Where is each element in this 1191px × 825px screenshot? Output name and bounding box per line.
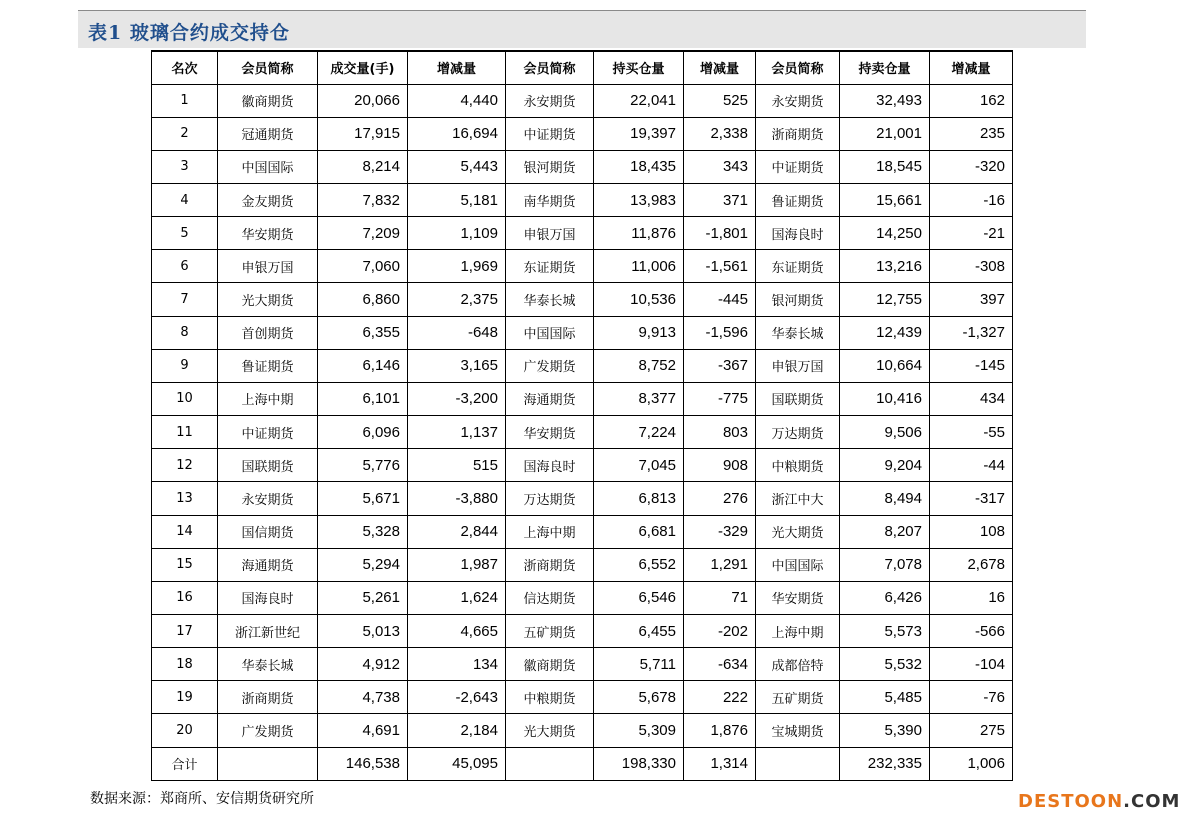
table-cell: 5,671	[318, 482, 408, 515]
watermark-main: DESTOON	[1018, 791, 1124, 812]
table-row	[152, 349, 1013, 382]
table-cell: -44	[930, 449, 1013, 482]
table-cell: 光大期货	[218, 283, 318, 316]
table-cell: 光大期货	[756, 515, 840, 548]
table-cell: 5,485	[840, 681, 930, 714]
table-cell: 国海良时	[506, 449, 594, 482]
table-cell: 20	[152, 714, 218, 747]
total-cell: 1,006	[930, 747, 1013, 780]
table-cell: 5,309	[594, 714, 684, 747]
table-cell: 13,216	[840, 250, 930, 283]
table-cell: 浙商期货	[218, 681, 318, 714]
table-cell: 10	[152, 382, 218, 415]
table-cell: 343	[684, 150, 756, 183]
table-cell: 12	[152, 449, 218, 482]
table-cell: 浙江新世纪	[218, 615, 318, 648]
table-cell: 7,209	[318, 217, 408, 250]
table-cell: 2,375	[408, 283, 506, 316]
table-cell: 5,328	[318, 515, 408, 548]
table-cell: -202	[684, 615, 756, 648]
table-row	[152, 183, 1013, 216]
table-row	[152, 150, 1013, 183]
data-source-note: 数据来源：郑商所、安信期货研究所	[90, 791, 314, 807]
table-row	[152, 217, 1013, 250]
table-cell: 18	[152, 648, 218, 681]
table-row	[152, 648, 1013, 681]
table-cell: 2,844	[408, 515, 506, 548]
table-cell: 6,860	[318, 283, 408, 316]
table-cell: 8	[152, 316, 218, 349]
table-cell: 19,397	[594, 117, 684, 150]
table-cell: 东证期货	[506, 250, 594, 283]
table-cell: 鲁证期货	[756, 183, 840, 216]
table-cell: 16,694	[408, 117, 506, 150]
table-cell: 永安期货	[218, 482, 318, 515]
table-cell: 6,101	[318, 382, 408, 415]
column-header: 会员简称	[218, 51, 318, 84]
table-cell: 中国国际	[218, 150, 318, 183]
watermark-tld: COM	[1131, 791, 1181, 812]
table-cell: -308	[930, 250, 1013, 283]
table-cell: -367	[684, 349, 756, 382]
table-cell: -3,200	[408, 382, 506, 415]
total-cell: 232,335	[840, 747, 930, 780]
table-cell: 8,377	[594, 382, 684, 415]
column-header: 会员简称	[756, 51, 840, 84]
table-cell: 4,665	[408, 615, 506, 648]
table-cell: 11,006	[594, 250, 684, 283]
total-cell	[218, 747, 318, 780]
table-cell: 21,001	[840, 117, 930, 150]
table-cell: -317	[930, 482, 1013, 515]
table-cell: -1,801	[684, 217, 756, 250]
total-cell	[506, 747, 594, 780]
table-cell: 冠通期货	[218, 117, 318, 150]
table-cell: 6,426	[840, 581, 930, 614]
column-header: 增减量	[408, 51, 506, 84]
table-cell: 6,146	[318, 349, 408, 382]
table-cell: 5,776	[318, 449, 408, 482]
table-cell: 16	[152, 581, 218, 614]
table-cell: 徽商期货	[506, 648, 594, 681]
table-cell: 永安期货	[756, 84, 840, 117]
table-cell: 6,546	[594, 581, 684, 614]
table-cell: 1,624	[408, 581, 506, 614]
table-cell: 东证期货	[756, 250, 840, 283]
column-header: 会员简称	[506, 51, 594, 84]
table-cell: -145	[930, 349, 1013, 382]
table-cell: 5,443	[408, 150, 506, 183]
table-cell: 71	[684, 581, 756, 614]
table-cell: 上海中期	[218, 382, 318, 415]
table-body	[152, 84, 1013, 781]
table-cell: -566	[930, 615, 1013, 648]
table-cell: 4,440	[408, 84, 506, 117]
table-cell: 397	[930, 283, 1013, 316]
table-cell: 17,915	[318, 117, 408, 150]
table-cell: 银河期货	[506, 150, 594, 183]
table-cell: 7,078	[840, 548, 930, 581]
total-cell: 146,538	[318, 747, 408, 780]
table-cell: 19	[152, 681, 218, 714]
table-cell: 鲁证期货	[218, 349, 318, 382]
table-cell: -320	[930, 150, 1013, 183]
table-row	[152, 714, 1013, 747]
table-cell: 4,738	[318, 681, 408, 714]
table-cell: 中证期货	[756, 150, 840, 183]
table-cell: 134	[408, 648, 506, 681]
total-cell: 1,314	[684, 747, 756, 780]
table-cell: 10,416	[840, 382, 930, 415]
table-cell: 434	[930, 382, 1013, 415]
table-cell: 9	[152, 349, 218, 382]
total-row	[152, 747, 1013, 780]
table-cell: 3,165	[408, 349, 506, 382]
table-cell: 7,060	[318, 250, 408, 283]
table-cell: -775	[684, 382, 756, 415]
table-cell: 信达期货	[506, 581, 594, 614]
column-header: 名次	[152, 51, 218, 84]
table-cell: 1,876	[684, 714, 756, 747]
table-cell: -648	[408, 316, 506, 349]
table-cell: 6,681	[594, 515, 684, 548]
table-cell: 32,493	[840, 84, 930, 117]
table-cell: 中粮期货	[756, 449, 840, 482]
table-row	[152, 416, 1013, 449]
table-cell: 162	[930, 84, 1013, 117]
total-cell: 198,330	[594, 747, 684, 780]
table-cell: 16	[930, 581, 1013, 614]
table-cell: 1	[152, 84, 218, 117]
table-cell: 12,755	[840, 283, 930, 316]
table-cell: 908	[684, 449, 756, 482]
table-cell: 五矿期货	[506, 615, 594, 648]
table-cell: 6,096	[318, 416, 408, 449]
table-cell: 1,969	[408, 250, 506, 283]
table-cell: 中国国际	[506, 316, 594, 349]
table-cell: 5,573	[840, 615, 930, 648]
table-cell: 海通期货	[218, 548, 318, 581]
table-cell: 2,184	[408, 714, 506, 747]
table-cell: 2,678	[930, 548, 1013, 581]
table-cell: -1,561	[684, 250, 756, 283]
table-cell: 宝城期货	[756, 714, 840, 747]
table-cell: 4	[152, 183, 218, 216]
column-header: 成交量(手)	[318, 51, 408, 84]
table-row	[152, 482, 1013, 515]
table-cell: 国海良时	[218, 581, 318, 614]
table-cell: 5,390	[840, 714, 930, 747]
table-cell: 海通期货	[506, 382, 594, 415]
table-cell: -21	[930, 217, 1013, 250]
table-cell: 275	[930, 714, 1013, 747]
table-cell: 华安期货	[218, 217, 318, 250]
table-cell: 1,291	[684, 548, 756, 581]
table-cell: 中国国际	[756, 548, 840, 581]
table-cell: 6,355	[318, 316, 408, 349]
table-row	[152, 117, 1013, 150]
table-cell: 7,045	[594, 449, 684, 482]
table-cell: -55	[930, 416, 1013, 449]
table-cell: 浙商期货	[506, 548, 594, 581]
table-row	[152, 382, 1013, 415]
table-cell: 1,109	[408, 217, 506, 250]
table-cell: 2	[152, 117, 218, 150]
table-cell: 17	[152, 615, 218, 648]
table-cell: 7,224	[594, 416, 684, 449]
table-cell: 申银万国	[506, 217, 594, 250]
table-cell: 国信期货	[218, 515, 318, 548]
table-cell: 2,338	[684, 117, 756, 150]
table-cell: 1,987	[408, 548, 506, 581]
table-cell: 235	[930, 117, 1013, 150]
table-cell: 803	[684, 416, 756, 449]
table-row	[152, 449, 1013, 482]
table-cell: 276	[684, 482, 756, 515]
table-row	[152, 515, 1013, 548]
table-cell: -2,643	[408, 681, 506, 714]
table-cell: 成都倍特	[756, 648, 840, 681]
table-cell: 22,041	[594, 84, 684, 117]
table-row	[152, 316, 1013, 349]
table-cell: 525	[684, 84, 756, 117]
table-cell: 银河期货	[756, 283, 840, 316]
table-cell: 3	[152, 150, 218, 183]
table-cell: 8,214	[318, 150, 408, 183]
table-cell: 11,876	[594, 217, 684, 250]
table-cell: 5,294	[318, 548, 408, 581]
table-cell: -76	[930, 681, 1013, 714]
table-cell: 光大期货	[506, 714, 594, 747]
table-cell: 12,439	[840, 316, 930, 349]
table-cell: 5,013	[318, 615, 408, 648]
table-title-bar	[78, 10, 1086, 48]
table-cell: 华安期货	[756, 581, 840, 614]
glass-contract-table	[151, 50, 1013, 781]
table-cell: 五矿期货	[756, 681, 840, 714]
table-cell: 9,913	[594, 316, 684, 349]
table-cell: 20,066	[318, 84, 408, 117]
table-cell: 华泰长城	[218, 648, 318, 681]
table-cell: 广发期货	[506, 349, 594, 382]
table-cell: 10,536	[594, 283, 684, 316]
table-cell: 222	[684, 681, 756, 714]
table-cell: 8,207	[840, 515, 930, 548]
table-cell: 5,678	[594, 681, 684, 714]
header-row	[152, 51, 1013, 84]
table-cell: 中证期货	[506, 117, 594, 150]
table-row	[152, 681, 1013, 714]
column-header: 持买仓量	[594, 51, 684, 84]
table-cell: -3,880	[408, 482, 506, 515]
table-cell: 8,494	[840, 482, 930, 515]
table-cell: 金友期货	[218, 183, 318, 216]
table-cell: 永安期货	[506, 84, 594, 117]
table-cell: 108	[930, 515, 1013, 548]
table-row	[152, 548, 1013, 581]
table-row	[152, 283, 1013, 316]
table-row	[152, 615, 1013, 648]
table-cell: 国联期货	[218, 449, 318, 482]
table-cell: 5,261	[318, 581, 408, 614]
table-cell: 5,532	[840, 648, 930, 681]
table-cell: 7,832	[318, 183, 408, 216]
watermark-dot: .	[1123, 791, 1131, 812]
table-cell: 7	[152, 283, 218, 316]
table-cell: 11	[152, 416, 218, 449]
table-cell: 申银万国	[756, 349, 840, 382]
column-header: 增减量	[684, 51, 756, 84]
table-cell: 华泰长城	[506, 283, 594, 316]
table-cell: 371	[684, 183, 756, 216]
table-cell: -329	[684, 515, 756, 548]
table-cell: 4,912	[318, 648, 408, 681]
table-cell: 18,435	[594, 150, 684, 183]
column-header: 增减量	[930, 51, 1013, 84]
table-cell: 14,250	[840, 217, 930, 250]
table-cell: 浙商期货	[756, 117, 840, 150]
table-cell: 华泰长城	[756, 316, 840, 349]
table-cell: -16	[930, 183, 1013, 216]
table-cell: -445	[684, 283, 756, 316]
table-cell: 南华期货	[506, 183, 594, 216]
table-cell: 515	[408, 449, 506, 482]
table-cell: 6	[152, 250, 218, 283]
total-cell: 合计	[152, 747, 218, 780]
table-cell: 国海良时	[756, 217, 840, 250]
table-cell: 万达期货	[756, 416, 840, 449]
table-cell: 中粮期货	[506, 681, 594, 714]
table-cell: 9,506	[840, 416, 930, 449]
table-row	[152, 250, 1013, 283]
table-cell: 申银万国	[218, 250, 318, 283]
total-cell: 45,095	[408, 747, 506, 780]
table-cell: 13	[152, 482, 218, 515]
table-cell: 6,552	[594, 548, 684, 581]
table-cell: 浙江中大	[756, 482, 840, 515]
total-cell	[756, 747, 840, 780]
watermark-logo	[1018, 791, 1180, 812]
table-cell: 10,664	[840, 349, 930, 382]
table-cell: -634	[684, 648, 756, 681]
table-cell: 徽商期货	[218, 84, 318, 117]
table-cell: 上海中期	[506, 515, 594, 548]
table-cell: 6,455	[594, 615, 684, 648]
table-row	[152, 581, 1013, 614]
table-cell: 国联期货	[756, 382, 840, 415]
table-cell: 5,711	[594, 648, 684, 681]
table-cell: 15,661	[840, 183, 930, 216]
table-title: 表1 玻璃合约成交持仓	[88, 22, 290, 44]
table-cell: 5,181	[408, 183, 506, 216]
table-cell: 14	[152, 515, 218, 548]
table-cell: 上海中期	[756, 615, 840, 648]
table-row	[152, 84, 1013, 117]
table-cell: 13,983	[594, 183, 684, 216]
table-cell: 华安期货	[506, 416, 594, 449]
table-cell: 首创期货	[218, 316, 318, 349]
table-cell: 4,691	[318, 714, 408, 747]
table-cell: 6,813	[594, 482, 684, 515]
table-cell: 1,137	[408, 416, 506, 449]
table-cell: 15	[152, 548, 218, 581]
table-cell: -1,327	[930, 316, 1013, 349]
table-cell: 18,545	[840, 150, 930, 183]
table-cell: 广发期货	[218, 714, 318, 747]
table-cell: -104	[930, 648, 1013, 681]
table-cell: 中证期货	[218, 416, 318, 449]
table-cell: 9,204	[840, 449, 930, 482]
column-header: 持卖仓量	[840, 51, 930, 84]
table-cell: 8,752	[594, 349, 684, 382]
table-cell: 5	[152, 217, 218, 250]
table-cell: 万达期货	[506, 482, 594, 515]
table-cell: -1,596	[684, 316, 756, 349]
